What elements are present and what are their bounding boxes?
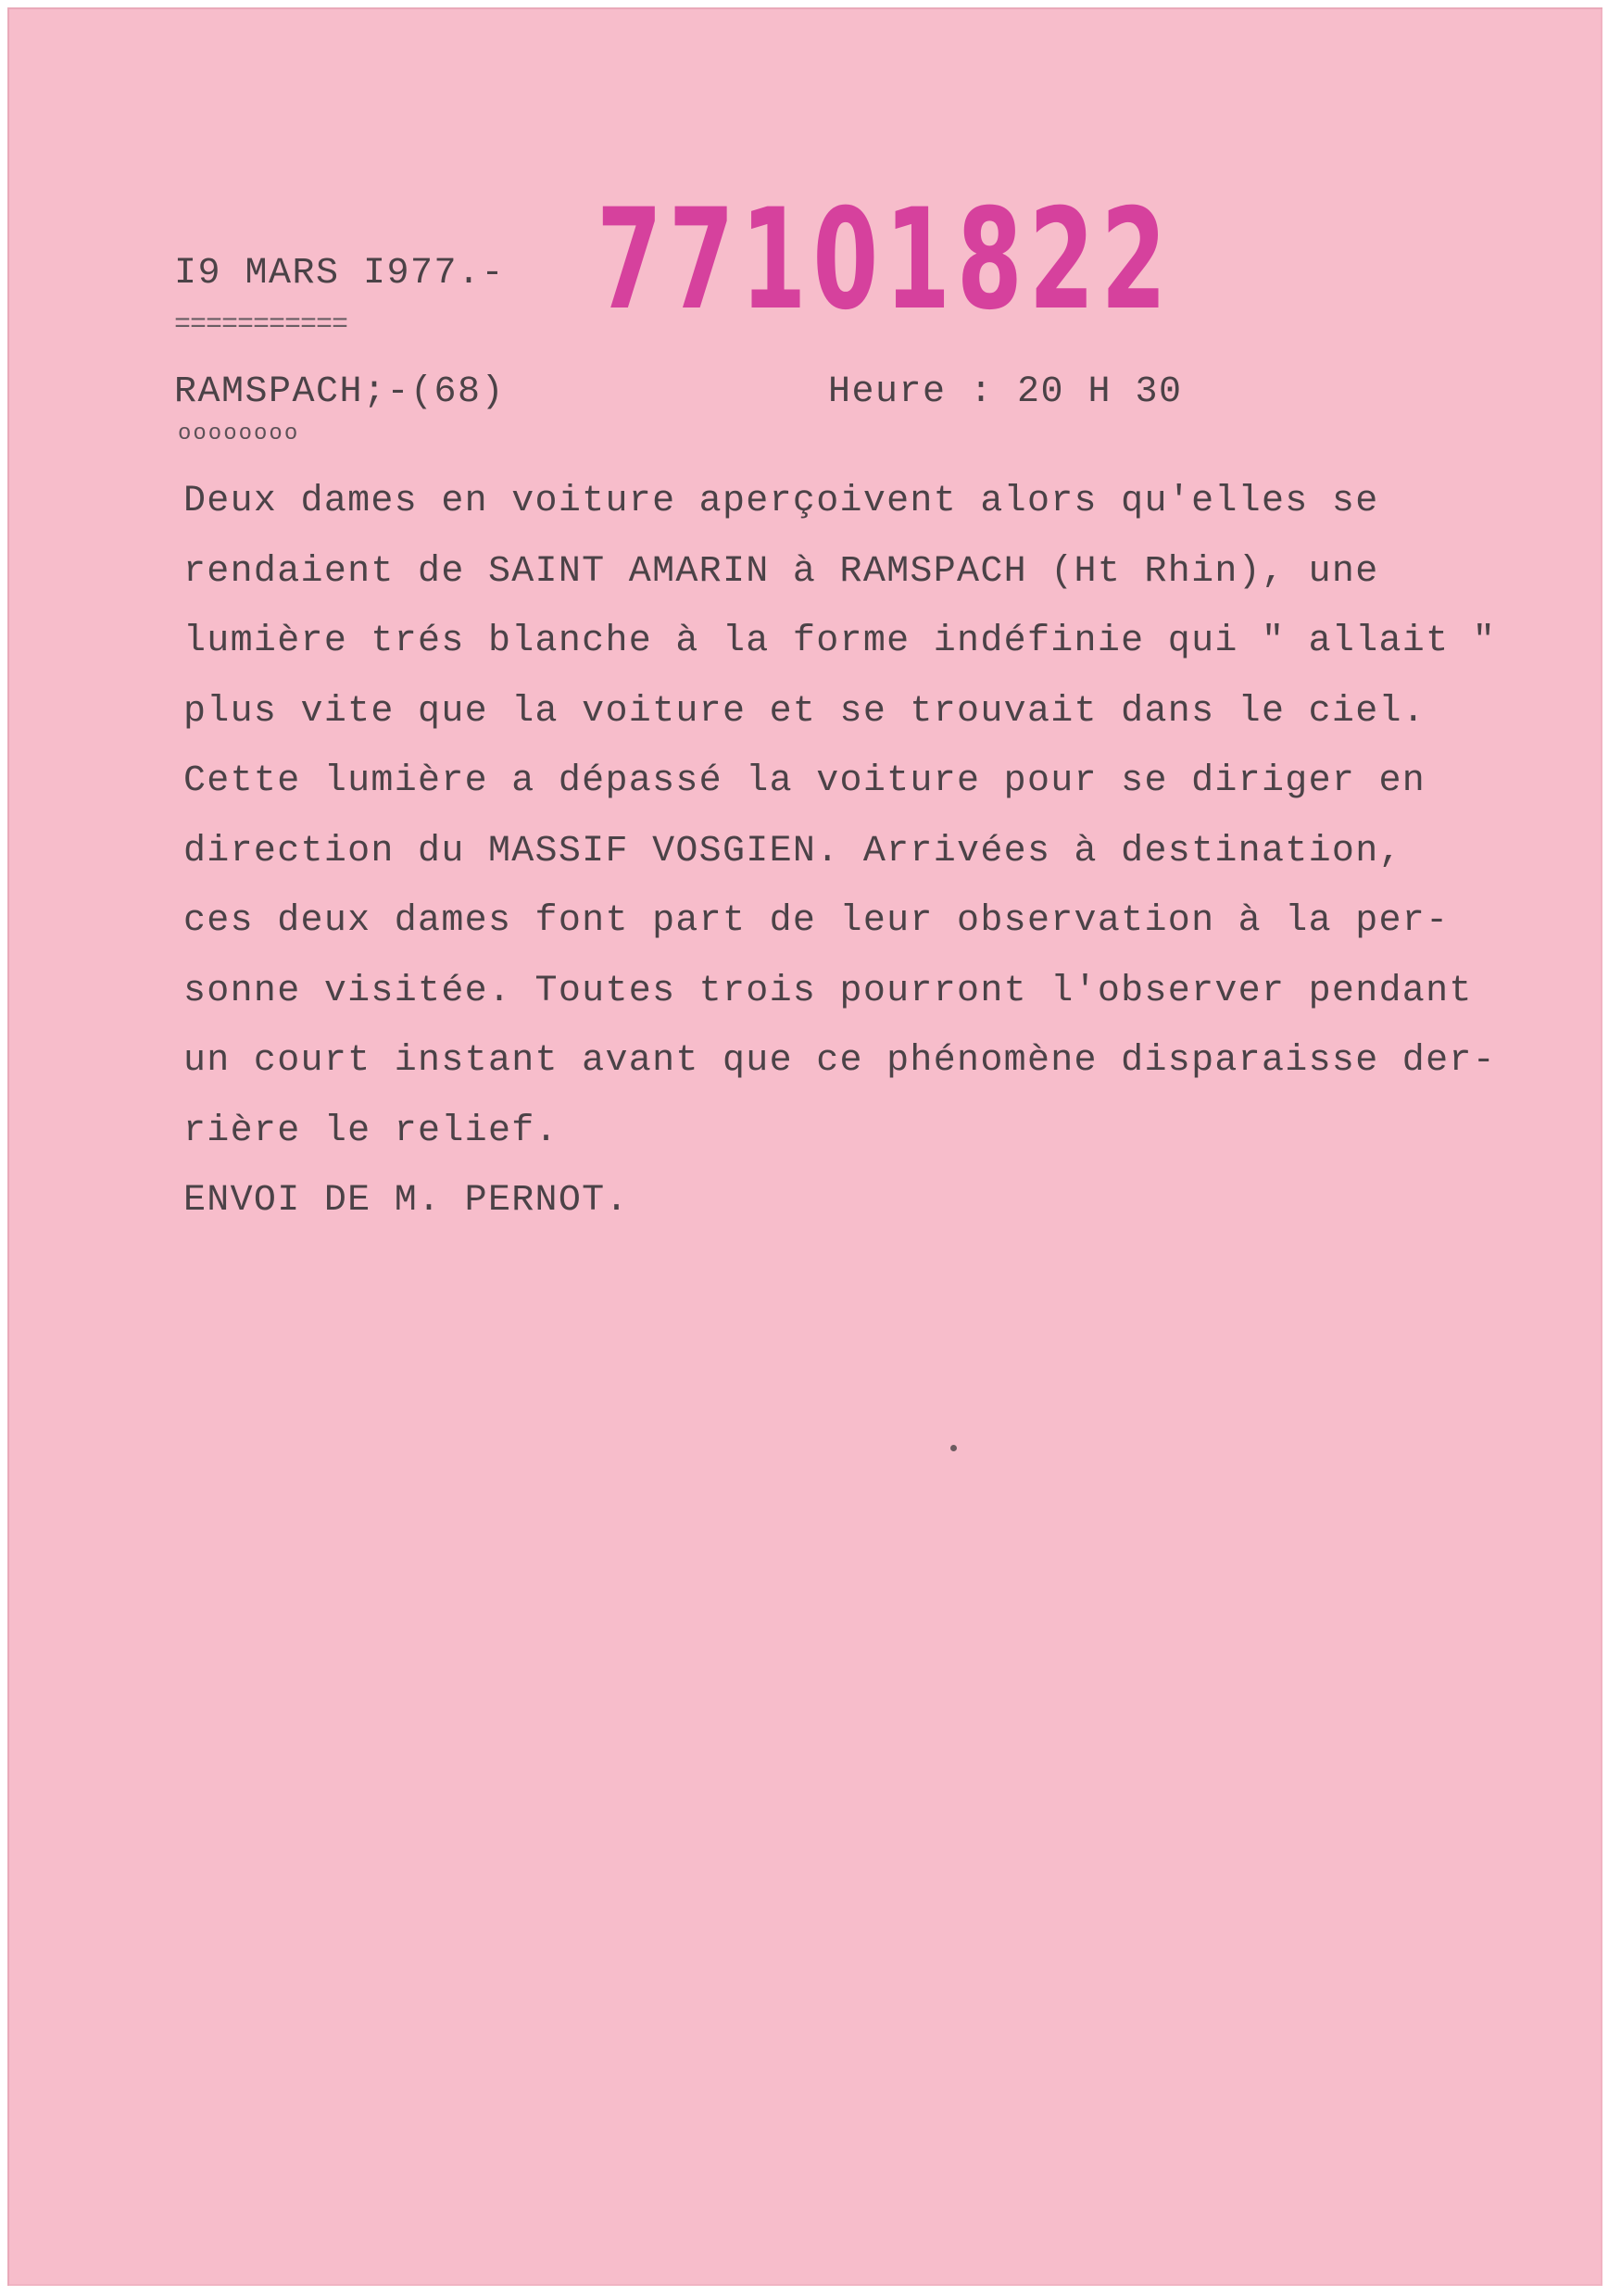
- body-line: rière le relief.: [183, 1110, 559, 1152]
- date-underline: ===========: [174, 309, 348, 341]
- body-line: plus vite que la voiture et se trouvait dans le ciel.: [183, 690, 1426, 733]
- document-sheet: [7, 7, 1602, 2286]
- body-line: sonne visitée. Toutes trois pourront l'observer pendant: [183, 970, 1473, 1012]
- reference-stamp: 77101822: [597, 180, 1174, 341]
- body-line: Cette lumière a dépassé la voiture pour se diriger en: [183, 760, 1426, 802]
- body-line: Deux dames en voiture aperçoivent alors qu'elles se: [183, 481, 1379, 522]
- body-line: direction du MASSIF VOSGIEN. Arrivées à destination,: [183, 830, 1402, 872]
- body-line: un court instant avant que ce phénomène disparaisse der-: [183, 1040, 1497, 1082]
- body-line: lumière trés blanche à la forme indéfinie qui " allait ": [183, 621, 1497, 662]
- report-time: Heure : 20 H 30: [828, 371, 1183, 413]
- report-location: RAMSPACH;-(68): [174, 371, 506, 413]
- body-line: rendaient de SAINT AMARIN à RAMSPACH (Ht Rhin), une: [183, 550, 1379, 593]
- report-date: I9 MARS I977.-: [174, 253, 506, 295]
- report-body: [183, 483, 1554, 1253]
- body-line: ces deux dames font part de leur observation à la per-: [183, 900, 1450, 942]
- sender-line: ENVOI DE M. PERNOT.: [183, 1180, 629, 1222]
- location-underline: oooooooo: [178, 421, 300, 446]
- paper-speck: [950, 1445, 957, 1451]
